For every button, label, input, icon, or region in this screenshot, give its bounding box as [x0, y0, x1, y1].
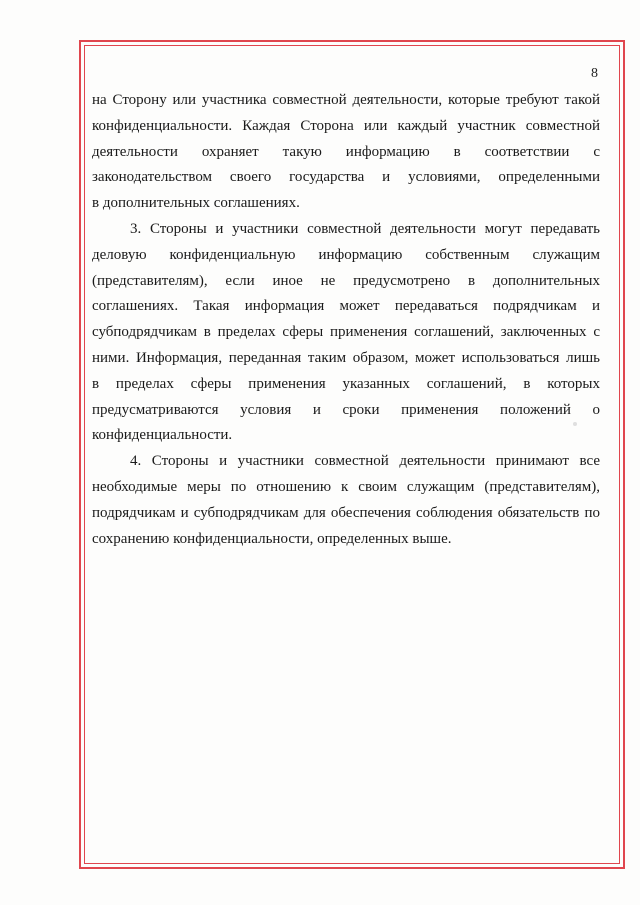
text-line: предусматриваются условия и сроки применения положений о	[92, 401, 600, 418]
paragraph-item-4	[92, 449, 600, 552]
text-line: субподрядчикам в пределах сферы применения соглашений, заключенных с	[92, 324, 600, 341]
text-line: необходимые меры по отношению к своим служащим (представителям),	[92, 478, 600, 495]
paragraph-item-3	[92, 217, 600, 449]
text-line: деятельности охраняет такую информацию в соответствии с	[92, 143, 600, 160]
text-line: ними. Информация, переданная таким образом, может использоваться лишь	[92, 349, 600, 366]
text-line: законодательством своего государства и условиями, определенными	[92, 169, 600, 186]
text-line: соглашениях. Такая информация может передаваться подрядчикам и	[92, 298, 600, 315]
text-line: (представителям), если иное не предусмотрено в дополнительных	[92, 272, 600, 289]
document-body	[92, 88, 600, 552]
text-line: в дополнительных соглашениях.	[92, 195, 300, 212]
text-line: на Сторону или участника совместной деятельности, которые требуют такой	[92, 92, 600, 108]
text-line: 3. Стороны и участники совместной деятельности могут передавать	[130, 220, 600, 237]
text-line: деловую конфиденциальную информацию собственным служащим	[92, 246, 600, 263]
text-line: конфиденциальности. Каждая Сторона или каждый участник совместной	[92, 117, 600, 134]
text-line: сохранению конфиденциальности, определенных выше.	[92, 530, 452, 547]
text-line: конфиденциальности.	[92, 427, 233, 444]
text-line: в пределах сферы применения указанных соглашений, в которых	[92, 375, 600, 392]
page-number: 8	[591, 66, 598, 81]
scan-speck	[573, 422, 577, 426]
text-line: подрядчикам и субподрядчикам для обеспечения соблюдения обязательств по	[92, 504, 600, 521]
text-line: 4. Стороны и участники совместной деятельности принимают все	[130, 453, 600, 470]
paragraph-continuation	[92, 88, 600, 217]
